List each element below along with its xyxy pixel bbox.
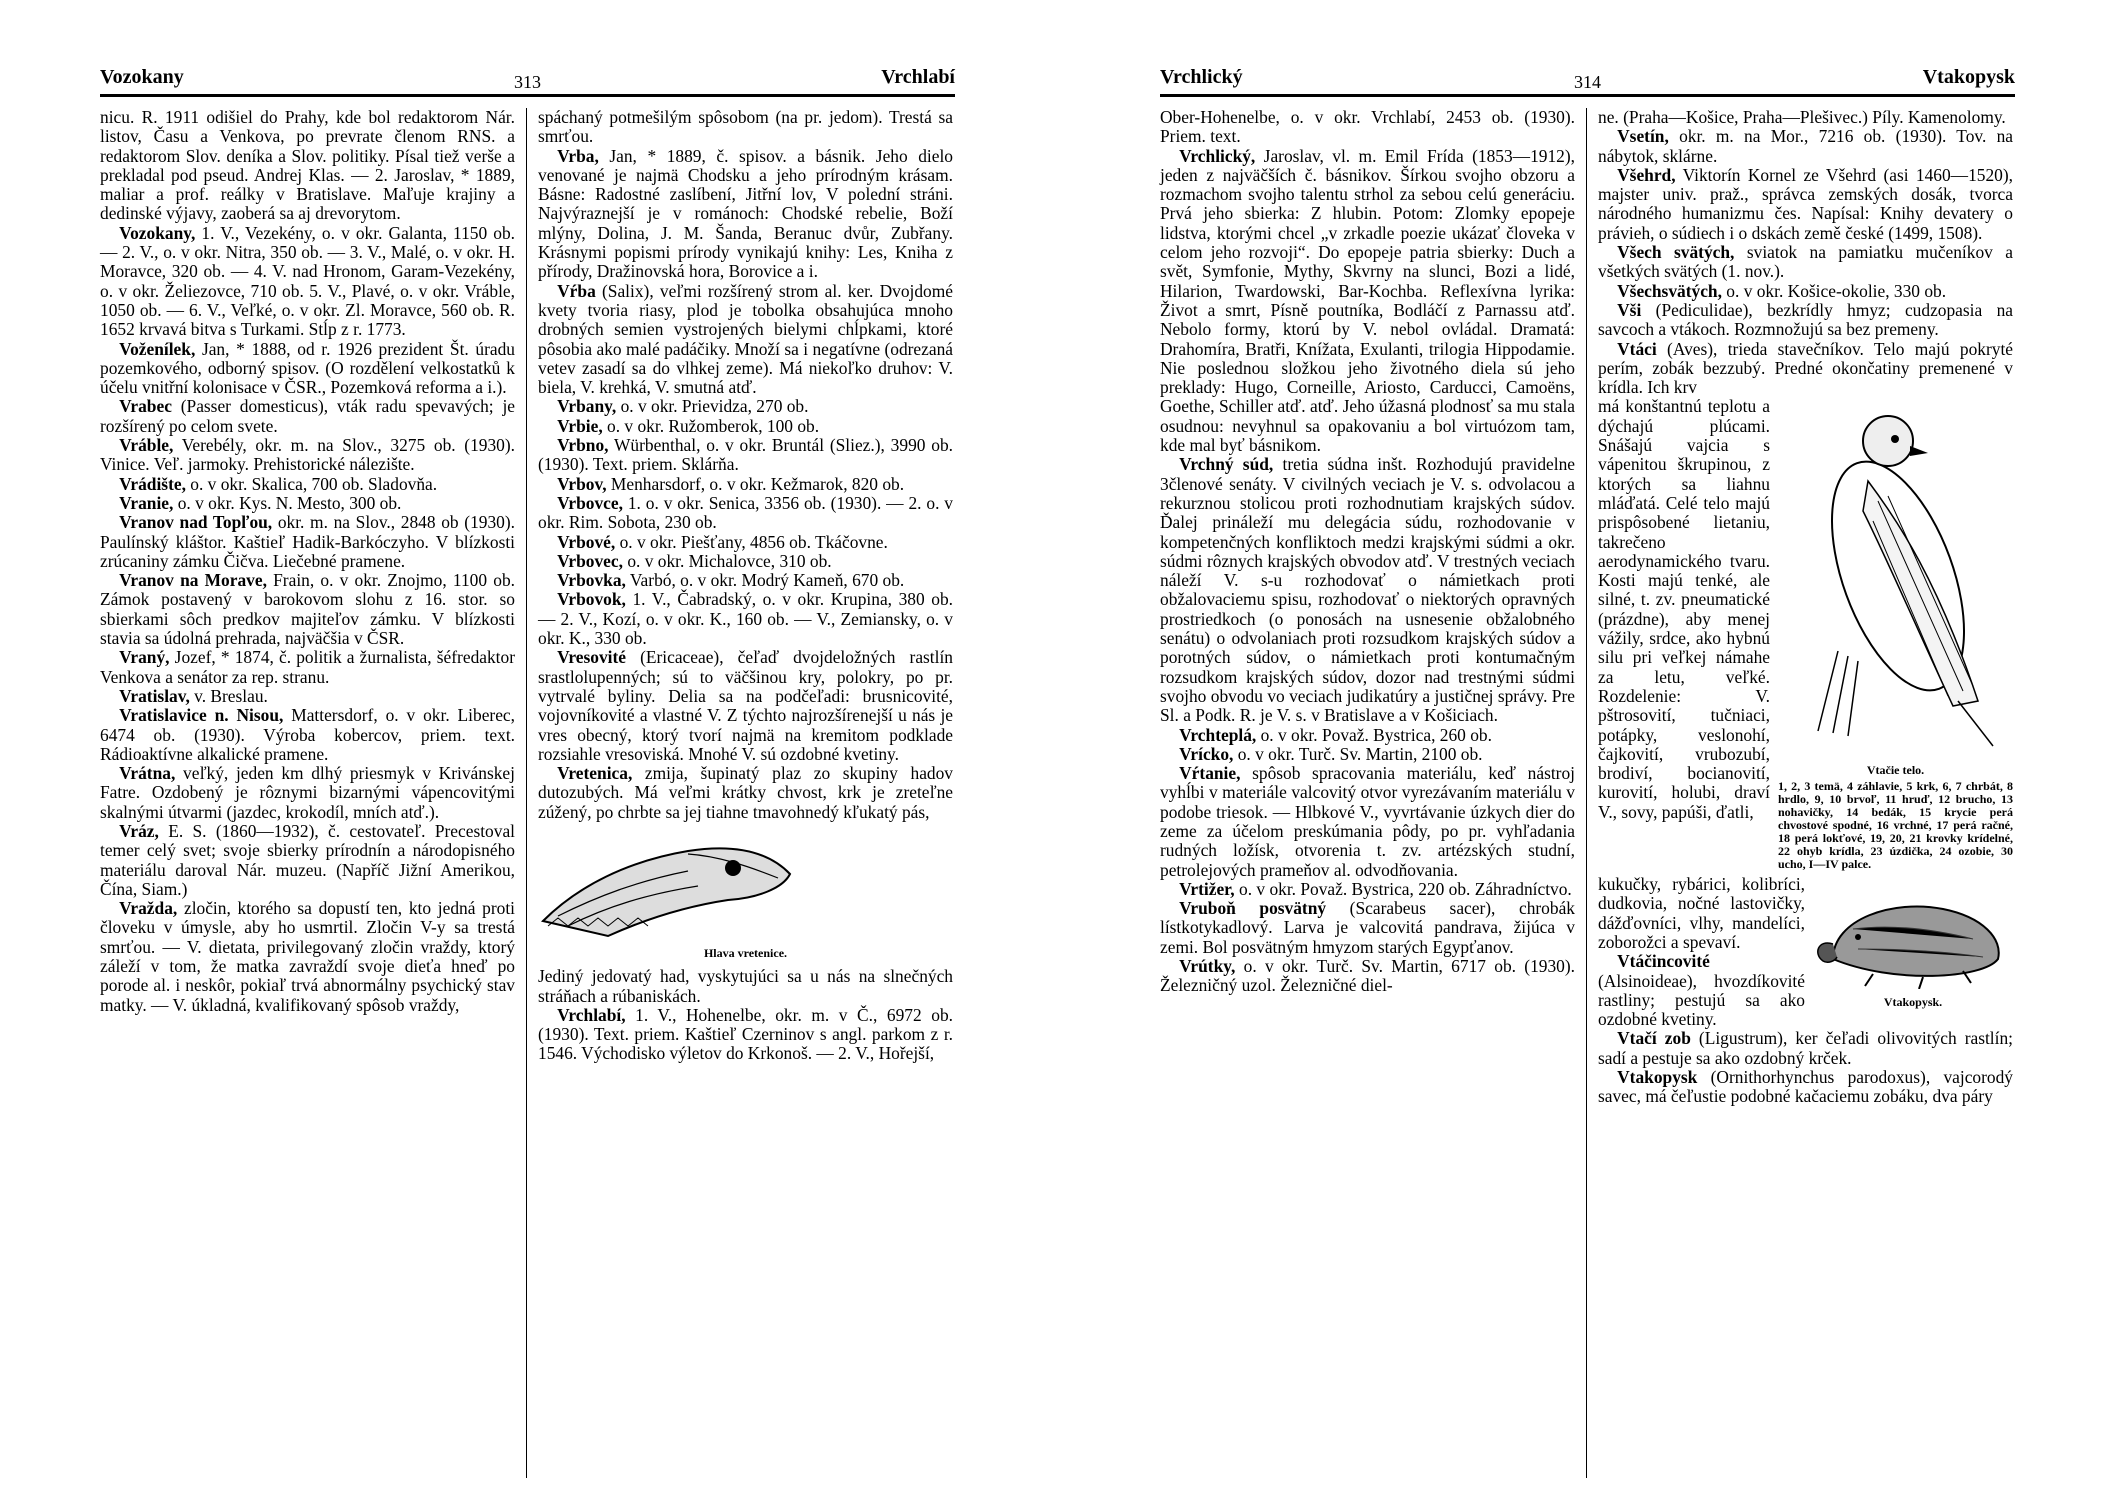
entry-headword: Vrabec bbox=[119, 396, 172, 417]
entry-text: ne. (Praha—Košice, Praha—Plešivec.) Píly. Kamenolomy. bbox=[1598, 107, 2006, 127]
entry-text: E. S. (1860—1932), č. cestovateľ. Precestoval temer celý svet; svoje sbierky prírodnín a národopisného materiálu daroval Nár. muzeu. (Napříč Jižní Amerikou, Čína, Siam.) bbox=[100, 820, 515, 899]
entry-headword: Vrbov, bbox=[557, 473, 607, 494]
entry-headword: Vráble, bbox=[119, 435, 174, 456]
dictionary-entry bbox=[1160, 726, 1575, 745]
page-header bbox=[100, 60, 955, 97]
bird-figure bbox=[1778, 401, 2013, 871]
dictionary-entry bbox=[538, 475, 953, 494]
entry-headword: Vtakopysk bbox=[1617, 1067, 1698, 1088]
dictionary-entry bbox=[538, 282, 953, 398]
entry-text: má konštantnú teplotu a dýchajú plúcami. Snášajú vajcia s vápenitou škrupinou, z ktorých sa liahnu mláďatá. Celé telo majú prispôsobené lietaniu, takrečeno aerodynamického tvaru. Kosti majú tenké, ale silné, t. zv. pneumatické (prázdne), aby menej vážily, srdce, ako hybnú silu pri veľkej námahe za letu, veľké. Rozdelenie: V. pštrosovití, tučniaci, potápky, veslonohí, čajkovití, vrubozubí, brodiví, bocianovití, kurovití, holubi, draví V., sovy, papúši, ďatli, bbox=[1598, 396, 1770, 822]
column-2-bottom bbox=[538, 967, 953, 1063]
dictionary-entry bbox=[1598, 340, 2013, 398]
entry-headword: Vražda, bbox=[119, 898, 178, 919]
entry-text: sviatok na pamiatku mučeníkov a všetkých svätých (1. nov.). bbox=[1598, 242, 2014, 282]
entry-headword: Vretenica, bbox=[557, 763, 633, 784]
platypus-caption: Vtakopysk. bbox=[1883, 995, 1943, 1010]
entry-text: v. Breslau. bbox=[189, 685, 268, 706]
entry-text: Frain, o. v okr. Znojmo, 1100 ob. Zámok postavený v barokovom slohu z 16. stor. so sbierkami sôch predkov majiteľov zámku. V blízkosti stavia sa údolná prehrada, najväčšia v ČSR. bbox=[100, 570, 516, 649]
platypus-figure bbox=[1813, 879, 2013, 1013]
dictionary-entry bbox=[1598, 301, 2013, 340]
entry-headword: Vrbany, bbox=[557, 396, 617, 417]
entry-headword: Vŕtanie, bbox=[1179, 763, 1241, 784]
entry-text: 1. V., Vezekény, o. v okr. Galanta, 1150 ob. — 2. V., o. v okr. Nitra, 350 ob. — 3. V., Malé, o. v okr. H. Moravce, 320 ob. — 4. V. nad Hronom, Garam-Vezekény, o. v okr. Želiezovce, 710 ob. 5. V., Plavé, o. v okr. Vráble, 1050 ob. — 6. V., Veľké, o. v okr. Zl. Moravce, 560 ob. R. 1652 krvavá bitva s Turkami. Stĺp z r. 1773. bbox=[100, 222, 515, 340]
continued-text bbox=[100, 108, 515, 224]
entry-headword: Vsetín, bbox=[1617, 126, 1669, 147]
entry-text: (Scarabeus sacer), chrobák lístkotykadlový. Larva je valcovitá pandrava, žijúca v zemi. Bol posvätným hmyzom starých Egypťanov. bbox=[1160, 898, 1575, 957]
column-2 bbox=[1598, 108, 2013, 1107]
entry-text: Jozef, * 1874, č. politik a žurnalista, šéfredaktor Venkova a senátor za rep. stranu. bbox=[100, 647, 515, 687]
entry-text: okr. m. na Slov., 2848 ob (1930). Paulínský kláštor. Kaštieľ Hadik-Barkóczyho. V blízkosti zrúcaniny zámku Čičva. Liečebné pramene. bbox=[100, 512, 515, 571]
entry-headword: Vranie, bbox=[119, 492, 174, 513]
entry-headword: Vrtižer, bbox=[1179, 878, 1235, 899]
entry-text: Jan, * 1888, od r. 1926 prezident Št. úradu pozemkového, odborný spisov. (O rozdělení velkostatků k účelu vnitřní kolonisace v ČSR., Pozemková reforma a i.). bbox=[100, 338, 515, 398]
column-2 bbox=[538, 108, 953, 1064]
entry-text: nicu. R. 1911 odišiel do Prahy, kde bol redaktorom Nár. listov, Času a Venkova, po prevrate členom RNS. a redaktorom Slov. deníka a Slov. politiky. Písal tiež verše a prekladal pod pseud. Andrej Klas. — 2. Jaroslav, * 1889, maliar a prof. reálky v Bratislave. Maľuje krajiny a dedinské výjavy, zaoberá sa aj drevorytom. bbox=[100, 107, 515, 224]
dictionary-entry bbox=[1598, 166, 2013, 243]
page-number: 313 bbox=[514, 72, 541, 92]
dictionary-entry bbox=[538, 436, 953, 475]
dictionary-entry bbox=[538, 533, 953, 552]
entry-headword: Voženílek, bbox=[119, 338, 196, 359]
page-number: 314 bbox=[1574, 72, 1601, 92]
continued-text bbox=[538, 967, 953, 1006]
dictionary-entry bbox=[1160, 745, 1575, 764]
entry-text: okr. m. na Mor., 7216 ob. (1930). Tov. na nábytok, sklárne. bbox=[1598, 126, 2013, 166]
entry-headword: Vrícko, bbox=[1179, 743, 1234, 764]
dictionary-entry bbox=[100, 899, 515, 1015]
dictionary-entry bbox=[538, 397, 953, 416]
entry-text: Varbó, o. v okr. Modrý Kameň, 670 ob. bbox=[625, 570, 905, 591]
dictionary-entry bbox=[1160, 147, 1575, 456]
entry-headword: Vrbovec, bbox=[557, 550, 623, 571]
entry-text: (Passer domesticus), vták radu spevavých; je rozšírený po celom svete. bbox=[100, 396, 515, 436]
entry-text: (Salix), veľmi rozšírený strom al. ker. Dvojdomé kvety tvoria riasy, plod je tobolka obsahujúca mnoho drobných semien vystrojených bielymi chĺpkami, ktoré pôsobia ako malé padáčiky. Množí sa i negatívne (odrezaná vetev zasadí sa do vlhkej zeme). Má niekoľko druhov: V. biela, V. krehká, V. smutná atď. bbox=[538, 280, 953, 398]
column-2-top bbox=[538, 108, 953, 822]
dictionary-entry bbox=[1160, 899, 1575, 957]
entry-headword: Vrbie, bbox=[557, 415, 603, 436]
continued-text bbox=[1160, 108, 1575, 147]
entry-text: spôsob spracovania materiálu, keď nástroj vyhĺbi v materiále valcovitý otvor vyrezávaním materiálu v podobe triesok. — Hlbkové V., vyvrtávanie úzkych dier do zeme za účelom preskúmania pôdy, po pr. vyhľadania rudných ložísk, otvorenia t. zv. artézských studní, petrolejových prameňov al. odvodňovania. bbox=[1160, 763, 1575, 880]
dictionary-entry bbox=[538, 648, 953, 764]
entry-headword: Vrchteplá, bbox=[1179, 724, 1257, 745]
dictionary-entry bbox=[100, 224, 515, 340]
entry-headword: Vrádište, bbox=[119, 473, 186, 494]
snake-caption: Hlava vretenice. bbox=[703, 945, 788, 960]
entry-text: 1. V., Čabradský, o. v okr. Krupina, 380 ob. — 2. V., Kozí, o. v okr. K., 160 ob. — V., Zemiansky, o. v okr. K., 330 ob. bbox=[538, 589, 953, 649]
snake-figure bbox=[538, 826, 953, 963]
entry-text: spáchaný potmešilým spôsobom (na pr. jedom). Trestá sa smrťou. bbox=[538, 107, 953, 147]
entry-headword: Všech svätých, bbox=[1617, 242, 1735, 263]
dictionary-entry bbox=[538, 147, 953, 282]
entry-text: Verebély, okr. m. na Slov., 3275 ob. (1930). Vinice. Veľ. jarmoky. Prehistorické nálezište. bbox=[100, 435, 515, 475]
entry-text: (Aves), trieda stavečníkov. Telo majú pokryté perím, zobák bezzubý. Predné okončatiny premenené v krídla. Ich krv bbox=[1598, 338, 2013, 398]
dictionary-entry bbox=[1598, 243, 2013, 282]
entry-text: o. v okr. Turč. Sv. Martin, 6717 ob. (1930). Železničný uzol. Železničné diel- bbox=[1160, 956, 1575, 996]
bird-legend: 1, 2, 3 temä, 4 záhlavie, 5 krk, 6, 7 chrbát, 8 hrdlo, 9, 10 brvoľ, 11 hruď, 12 brucho, 13 nohavičky, 14 bedák, 15 krycie perá chvostové spodné, 16 vrchné, 17 perá račné, 18 perá lokťové, 19, 20, 21 krovky krídelné, 22 ohyb krídla, 23 úzdička, 24 ozobie, 30 ucho, I—IV palce. bbox=[1778, 779, 2013, 872]
entry-text: (Ligustrum), ker čeľadi olivovitých rastlín; sadí a pestuje sa ako ozdobný krček. bbox=[1598, 1028, 2014, 1068]
column-1 bbox=[1160, 108, 1575, 996]
entry-text: o. v okr. Michalovce, 310 ob. bbox=[622, 550, 832, 571]
entry-headword: Vtačí zob bbox=[1617, 1028, 1691, 1049]
entry-headword: Vtáčincovité bbox=[1617, 951, 1710, 972]
dictionary-entry bbox=[538, 764, 953, 822]
entry-text: Würbenthal, o. v okr. Bruntál (Sliez.), 3990 ob. (1930). Text. priem. Sklárňa. bbox=[538, 435, 953, 475]
entry-headword: Vrbovka, bbox=[557, 570, 626, 591]
entry-headword: Vrbové, bbox=[557, 531, 616, 552]
dictionary-entry bbox=[100, 822, 515, 899]
entry-headword: Vratislav, bbox=[119, 685, 190, 706]
dictionary-entry bbox=[100, 764, 515, 822]
dictionary-entry bbox=[1598, 282, 2013, 301]
bird-caption: Vtačie telo. bbox=[1866, 762, 1925, 777]
dictionary-entry bbox=[100, 436, 515, 475]
column-1 bbox=[100, 108, 515, 1015]
right-page bbox=[1160, 60, 2015, 1480]
dictionary-entry bbox=[100, 340, 515, 398]
entry-text: o. v okr. Košice-okolie, 330 ob. bbox=[1721, 280, 1947, 301]
entry-text: Mattersdorf, o. v okr. Liberec, 6474 ob. (1930). Výroba kobercov, priem. text. Rádioaktívne alkalické pramene. bbox=[100, 705, 515, 764]
dictionary-entry bbox=[538, 590, 953, 648]
entry-headword: Všechsvätých, bbox=[1617, 280, 1722, 301]
entry-text: Menharsdorf, o. v okr. Kežmarok, 820 ob. bbox=[606, 473, 905, 494]
column-2-top bbox=[1598, 108, 2013, 397]
entry-text: (Alsinoideae), hvozdíkovité rastliny; pestujú sa ako ozdobné kvetiny. bbox=[1598, 970, 1805, 1030]
entry-headword: Vŕba bbox=[557, 280, 596, 301]
dictionary-entry bbox=[1598, 1029, 2013, 1068]
dictionary-entry bbox=[538, 552, 953, 571]
dictionary-entry bbox=[100, 648, 515, 687]
dictionary-entry bbox=[1598, 127, 2013, 166]
entry-text: Jediný jedovatý had, vyskytujúci sa u nás na slnečných stráňach a rúbaniskách. bbox=[538, 966, 953, 1006]
entry-text: o. v okr. Považ. Bystrica, 220 ob. Záhradníctvo. bbox=[1234, 878, 1572, 899]
entry-text: o. v okr. Skalica, 700 ob. Sladovňa. bbox=[185, 473, 438, 494]
entry-text: (Ornithorhynchus parodoxus), vajcorodý savec, má čeľustie podobné kačaciemu zobáku, dva páry bbox=[1598, 1067, 2013, 1107]
dictionary-entry bbox=[100, 397, 515, 436]
dictionary-entry bbox=[100, 687, 515, 706]
dictionary-entry bbox=[1160, 957, 1575, 996]
continued-text bbox=[538, 108, 953, 147]
dictionary-entry bbox=[538, 571, 953, 590]
entry-text: 1. o. v okr. Senica, 3356 ob. (1930). — 2. o. v okr. Rim. Sobota, 230 ob. bbox=[538, 492, 953, 533]
entry-headword: Vranov nad Topľou, bbox=[119, 512, 273, 533]
entry-text: Jaroslav, vl. m. Emil Frída (1853—1912), jeden z najväčších č. básnikov. Šírkou svojho obzoru a rozmachom svojho talentu strhol za sebou celú generáciu. Prvá jeho sbierka: Z hlubin. Potom: Zlomky epopeje lidstva, ktorými chcel „v zrkadle poezie ukázať človeka v celom jeho rozvoji“. Do epopeje patria sbierky: Duch a svět, Symfonie, Mythy, Skvrny na slunci, Bozi a lidé, Hilarion, Twardowski, Bar-Kochba. Reflexívna lyrika: Život a smrt, Písně poutníka, Bodláčí z Parnassu atď. Nebolo formy, ktorú by V. nebol ovládal. Dramatá: Drahomíra, Bratři, Knížata, Exulanti, trilogia Hippodamie. Nie poslednou složkou jeho životného diela sú jeho preklady: Hugo, Corneille, Ariosto, Carducci, Camoëns, Goethe, Schiller atď. atď. Jeho úžasná plodnosť sa mu stala osudnou: nevyhnul sa opakovaniu a bol virtuózom tam, kde mal byť básnikom. bbox=[1160, 145, 1575, 456]
left-page bbox=[100, 60, 955, 1480]
dictionary-entry bbox=[1160, 764, 1575, 880]
bird-body-illustration bbox=[1778, 401, 2013, 756]
entry-text: o. v okr. Piešťany, 4856 ob. Tkáčovne. bbox=[615, 531, 888, 552]
dictionary-entry bbox=[100, 571, 515, 648]
entry-headword: Vrbovce, bbox=[557, 492, 623, 513]
entry-headword: Vozokany, bbox=[119, 222, 196, 243]
dictionary-entry bbox=[538, 1006, 953, 1064]
entry-headword: Vrbno, bbox=[557, 435, 609, 456]
entry-text: (Ericaceae), čeľaď dvojdeložných rastlín srastlolupenných; sú to väčšinou kry, polokry, po pr. vytrvalé byliny. Delia sa na podčeľadi: brusnicovité, vojovníkovité a vlastné V. Z týchto najrozšírenejší u nás je vres obecný, ktorý tvorí najmä na kremitom podklade rozsiahle vresoviská. Mnohé V. sú ozdobné kvetiny. bbox=[538, 647, 953, 764]
entry-headword: Vrba, bbox=[557, 145, 599, 166]
entry-text: 1. V., Hohenelbe, okr. m. v Č., 6972 ob. (1930). Text. priem. Kaštieľ Czerninov s angl. parkom z r. 1546. Východisko výletov do Krkonoš. — 2. V., Hořejší, bbox=[538, 1004, 953, 1064]
entry-text: o. v okr. Kys. N. Mesto, 300 ob. bbox=[173, 492, 402, 513]
entry-text: tretia súdna inšt. Rozhodujú pravidelne 3členové senáty. V civilných veciach je V. s. odvolacou a rekurznou stolicou proti rozhodnutiam krajských súdov. Ďalej prináleží mu delegácia súdu, rozhodovanie v kompetenčných konfliktoch medzi krajskými súdmi a okr. súdmi rôznych krajských obvodov atď. V trestných veciach náleží V. s-u rozhodovať o námietkach proti obžalovaciemu spisu, rozhodovať o niektorých opravných prostriedkoch (o ponosách na usnesenie obžalobného senátu) o odvolaniach proti rozsudkom krajských súdov a porotných súdov, o námietkach proti kontumačným rozsudkom krajských súdov, dozor nad trestnými súdmi svojho obvodu vo veciach judikatúry a justičnej správy. Pre Sl. a Podk. R. je V. s. v Bratislave a v Košiciach. bbox=[1160, 454, 1575, 726]
entry-headword: Vrútky, bbox=[1179, 956, 1236, 977]
entry-headword: Vrchlabí, bbox=[557, 1004, 626, 1025]
header-left-word: Vrchlický bbox=[1160, 66, 1243, 88]
dictionary-entry bbox=[100, 475, 515, 494]
entry-headword: Vresovité bbox=[557, 647, 627, 668]
entry-headword: Vtáci bbox=[1617, 338, 1657, 359]
header-right-word: Vtakopysk bbox=[1922, 66, 2015, 88]
dictionary-entry bbox=[1598, 1068, 2013, 1107]
entry-headword: Vrchlický, bbox=[1179, 145, 1256, 166]
entry-headword: Vratislavice n. Nisou, bbox=[119, 705, 284, 726]
entry-text: Viktorín Kornel ze Všehrd (asi 1460—1520), majster univ. praž., správca zemských dosák, tvorca národného humanizmu čes. Napísal: Knihy devatery o právieh, o súdiech i o dskách země české (1499, 1508). bbox=[1598, 164, 2013, 243]
entry-headword: Vši bbox=[1617, 299, 1642, 320]
entry-text: (Pediculidae), bezkrídly hmyz; cudzopasia na savcoch a vtákoch. Rozmnožujú sa bez premeny. bbox=[1598, 299, 2013, 340]
dictionary-entry bbox=[1160, 455, 1575, 725]
entry-headword: Vranov na Morave, bbox=[119, 570, 267, 591]
entry-text: kukučky, rybárici, kolibríci, dudkovia, nočné lastovičky, dážďovníci, vlhy, mandelíci, zoborožci a spevaví. bbox=[1598, 874, 1805, 952]
dictionary-entry bbox=[100, 513, 515, 571]
dictionary-entry bbox=[100, 706, 515, 764]
entry-text: o. v okr. Považ. Bystrica, 260 ob. bbox=[1256, 724, 1492, 745]
entry-headword: Vráz, bbox=[119, 820, 159, 841]
dictionary-entry bbox=[100, 494, 515, 513]
entry-text: Jan, * 1889, č. spisov. a básnik. Jeho dielo venované je najmä Chodsku a jeho prírodným krásam. Básne: Radostné zaslíbení, Jitřní lov, V polední stráni. Najvýraznejší je v románoch: Chodské rebelie, Boží mlýny, Dolina, J. M. Šanda, Beranuc dvůr, Zubřany. Krásnymi popismi prírody vynikajú knihy: Les, Kniha z přírody, Dražinovská hora, Borovice a i. bbox=[538, 145, 953, 282]
column-divider bbox=[1586, 108, 1587, 1478]
entry-text: zločin, ktorého sa dopustí ten, kto jedná proti človeku v úmysle, aby ho usmrtil. Zločin V-y sa trestá smrťou. — V. dietata, privilegovaný zločin vraždy, ktorý záleží v tom, že matka zavraždí svoje dieťa hneď po porode al. i neskôr, pokiaľ trvá abnormálny psychický stav matky. — V. úkladná, kvalifikovaný spôsob vraždy, bbox=[100, 898, 515, 1015]
dictionary-entry bbox=[538, 494, 953, 533]
entry-text: Ober-Hohenelbe, o. v okr. Vrchlabí, 2453 ob. (1930). Priem. text. bbox=[1160, 107, 1575, 147]
dictionary-entry bbox=[538, 417, 953, 436]
entry-headword: Vrátna, bbox=[119, 763, 176, 784]
entry-text: veľký, jeden km dlhý priesmyk v Krivánskej Fatre. Ozdobený je rôznymi bizarnými vápencovitými skalnými útvarmi (jazdec, krokodíl, mních atď.). bbox=[100, 763, 515, 822]
entry-headword: Vraný, bbox=[119, 647, 170, 668]
column-divider bbox=[526, 108, 527, 1478]
entry-headword: Vruboň posvätný bbox=[1179, 898, 1327, 919]
entry-headword: Vrchný súd, bbox=[1179, 454, 1274, 475]
dictionary-entry bbox=[1160, 880, 1575, 899]
continued-text bbox=[1598, 108, 2013, 127]
entry-headword: Všehrd, bbox=[1617, 164, 1676, 185]
platypus-illustration bbox=[1813, 879, 2013, 989]
header-right-word: Vrchlabí bbox=[881, 66, 955, 88]
page-header bbox=[1160, 60, 2015, 97]
entry-text: o. v okr. Turč. Sv. Martin, 2100 ob. bbox=[1233, 743, 1483, 764]
entry-text: o. v okr. Ružomberok, 100 ob. bbox=[602, 415, 820, 436]
header-left-word: Vozokany bbox=[100, 66, 184, 88]
snake-head-illustration bbox=[538, 826, 798, 944]
entry-text: zmija, šupinatý plaz zo skupiny hadov dutozubých. Má veľmi krátky chvost, krk je zreteľne zúžený, po chrbte sa jej tiahne tmavohnedý kľukatý pás, bbox=[538, 763, 953, 822]
entry-text: o. v okr. Prievidza, 270 ob. bbox=[616, 396, 809, 417]
entry-headword: Vrbovok, bbox=[557, 589, 626, 610]
